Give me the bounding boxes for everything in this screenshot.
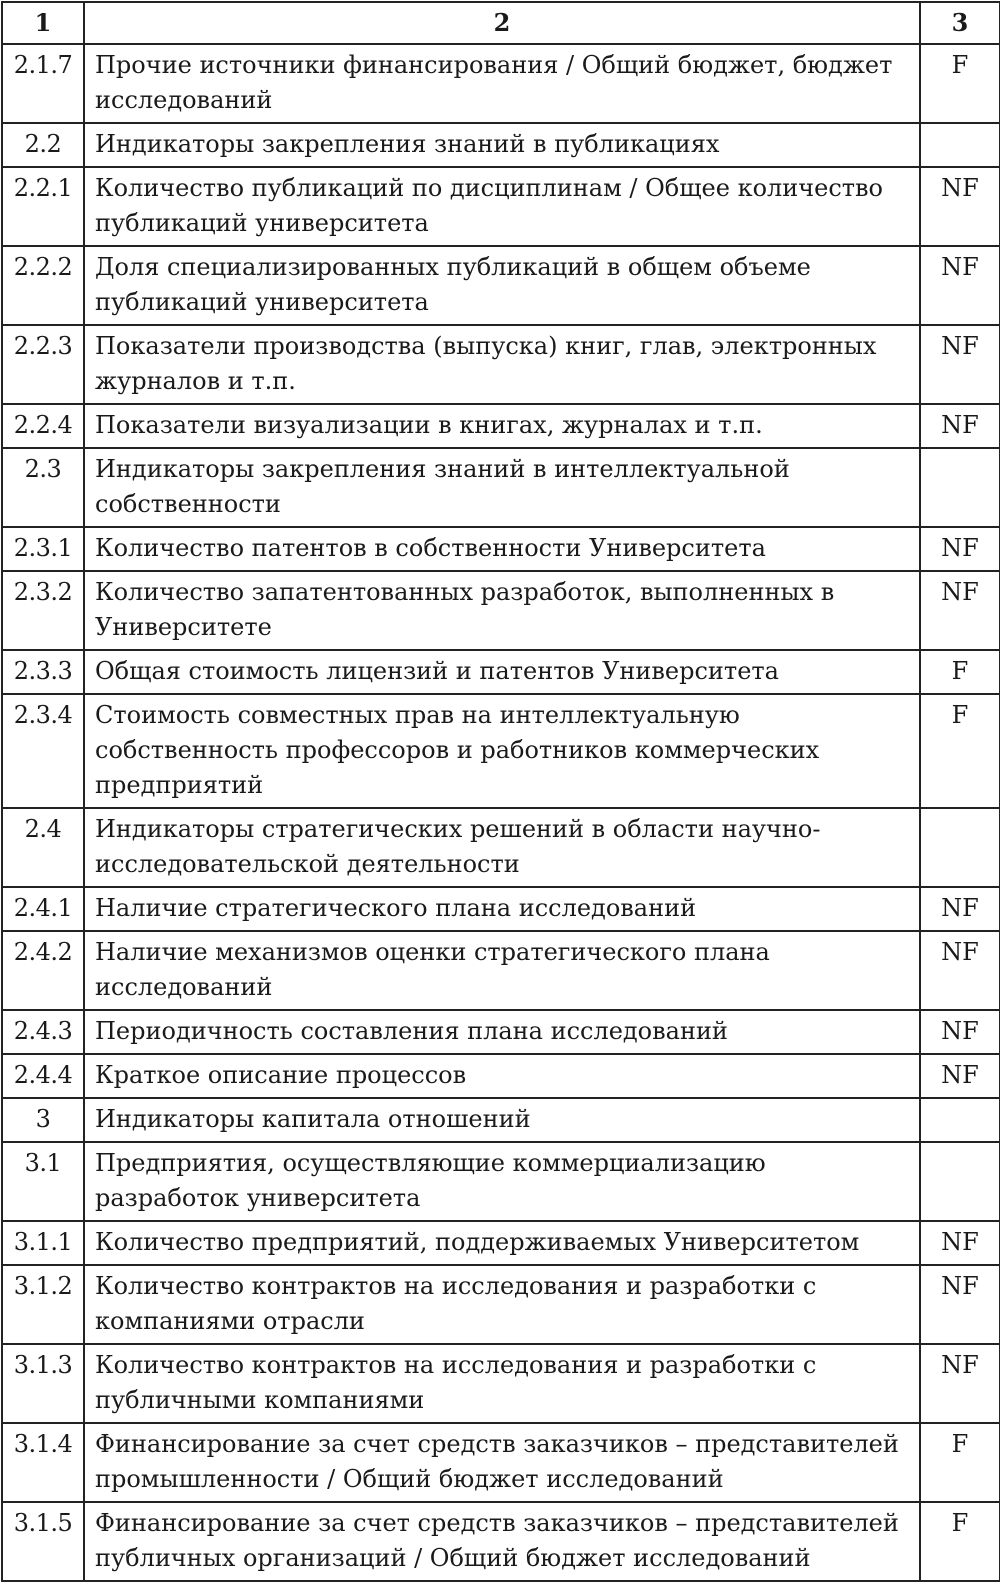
row-description: Наличие стратегического плана исследований xyxy=(84,887,920,931)
header-col-1: 1 xyxy=(2,2,84,44)
table-row xyxy=(2,44,1000,123)
row-type xyxy=(920,448,1000,527)
row-description: Количество публикаций по дисциплинам / Общее количество публикаций университета xyxy=(84,167,920,246)
row-type: NF xyxy=(920,1221,1000,1265)
row-description: Количество контрактов на исследования и разработки с публичными компаниями xyxy=(84,1344,920,1423)
row-code: 2.2.2 xyxy=(2,246,84,325)
row-type: NF xyxy=(920,571,1000,650)
row-description: Показатели производства (выпуска) книг, глав, электронных журналов и т.п. xyxy=(84,325,920,404)
table-row xyxy=(2,571,1000,650)
row-type: F xyxy=(920,694,1000,808)
row-code: 2.3 xyxy=(2,448,84,527)
row-code: 2.2.4 xyxy=(2,404,84,448)
row-code: 2.3.1 xyxy=(2,527,84,571)
row-type: F xyxy=(920,44,1000,123)
row-code: 2.4.3 xyxy=(2,1010,84,1054)
header-col-2: 2 xyxy=(84,2,920,44)
row-type: NF xyxy=(920,1010,1000,1054)
row-description: Стоимость совместных прав на интеллектуальную собственность профессоров и работников коммерческих предприятий xyxy=(84,694,920,808)
row-type: NF xyxy=(920,1344,1000,1423)
row-type xyxy=(920,1142,1000,1221)
table-row xyxy=(2,1502,1000,1581)
table-row xyxy=(2,1423,1000,1502)
row-code: 2.1.7 xyxy=(2,44,84,123)
row-type: NF xyxy=(920,1265,1000,1344)
indicators-table xyxy=(1,1,1000,1582)
row-type: NF xyxy=(920,1054,1000,1098)
row-description: Индикаторы стратегических решений в области научно-исследовательской деятельности xyxy=(84,808,920,887)
row-type xyxy=(920,123,1000,167)
row-code: 2.3.2 xyxy=(2,571,84,650)
row-description: Количество предприятий, поддерживаемых Университетом xyxy=(84,1221,920,1265)
table-body xyxy=(2,44,1000,1581)
row-code: 3.1.4 xyxy=(2,1423,84,1502)
row-description: Количество запатентованных разработок, выполненных в Университете xyxy=(84,571,920,650)
row-description: Доля специализированных публикаций в общем объеме публикаций университета xyxy=(84,246,920,325)
table-row xyxy=(2,1098,1000,1142)
row-description: Наличие механизмов оценки стратегического плана исследований xyxy=(84,931,920,1010)
table-row xyxy=(2,694,1000,808)
row-type: NF xyxy=(920,325,1000,404)
row-description: Количество контрактов на исследования и разработки с компаниями отрасли xyxy=(84,1265,920,1344)
table-row xyxy=(2,527,1000,571)
row-type: NF xyxy=(920,527,1000,571)
row-code: 2.3.3 xyxy=(2,650,84,694)
table-row xyxy=(2,650,1000,694)
row-description: Индикаторы закрепления знаний в интеллектуальной собственности xyxy=(84,448,920,527)
table-row xyxy=(2,1344,1000,1423)
row-type: NF xyxy=(920,404,1000,448)
header-row xyxy=(2,2,1000,44)
row-code: 3.1 xyxy=(2,1142,84,1221)
row-description: Общая стоимость лицензий и патентов Университета xyxy=(84,650,920,694)
row-code: 2.2.3 xyxy=(2,325,84,404)
row-type xyxy=(920,1098,1000,1142)
table-row xyxy=(2,246,1000,325)
row-description: Количество патентов в собственности Университета xyxy=(84,527,920,571)
row-type: NF xyxy=(920,931,1000,1010)
row-type: NF xyxy=(920,167,1000,246)
table-row xyxy=(2,1265,1000,1344)
header-col-3: 3 xyxy=(920,2,1000,44)
table-row xyxy=(2,887,1000,931)
row-type: NF xyxy=(920,246,1000,325)
row-description: Индикаторы капитала отношений xyxy=(84,1098,920,1142)
table-row xyxy=(2,167,1000,246)
table-row xyxy=(2,325,1000,404)
row-code: 3.1.3 xyxy=(2,1344,84,1423)
row-type: NF xyxy=(920,887,1000,931)
row-code: 3.1.5 xyxy=(2,1502,84,1581)
table-row xyxy=(2,1054,1000,1098)
row-description: Показатели визуализации в книгах, журналах и т.п. xyxy=(84,404,920,448)
row-description: Периодичность составления плана исследований xyxy=(84,1010,920,1054)
row-type: F xyxy=(920,1423,1000,1502)
table-row xyxy=(2,808,1000,887)
table-row xyxy=(2,1142,1000,1221)
row-code: 2.4.4 xyxy=(2,1054,84,1098)
row-type: F xyxy=(920,650,1000,694)
table-row xyxy=(2,1221,1000,1265)
row-description: Индикаторы закрепления знаний в публикациях xyxy=(84,123,920,167)
table-row xyxy=(2,1010,1000,1054)
table-row xyxy=(2,448,1000,527)
row-code: 2.2.1 xyxy=(2,167,84,246)
row-code: 3.1.1 xyxy=(2,1221,84,1265)
row-code: 2.4 xyxy=(2,808,84,887)
row-description: Прочие источники финансирования / Общий бюджет, бюджет исследований xyxy=(84,44,920,123)
row-description: Краткое описание процессов xyxy=(84,1054,920,1098)
row-code: 2.2 xyxy=(2,123,84,167)
row-description: Финансирование за счет средств заказчиков – представителей промышленности / Общий бюджет исследований xyxy=(84,1423,920,1502)
row-code: 3.1.2 xyxy=(2,1265,84,1344)
row-type: F xyxy=(920,1502,1000,1581)
row-description: Предприятия, осуществляющие коммерциализацию разработок университета xyxy=(84,1142,920,1221)
row-code: 2.3.4 xyxy=(2,694,84,808)
table-row xyxy=(2,404,1000,448)
table-row xyxy=(2,931,1000,1010)
row-code: 3 xyxy=(2,1098,84,1142)
row-code: 2.4.1 xyxy=(2,887,84,931)
table-row xyxy=(2,123,1000,167)
row-description: Финансирование за счет средств заказчиков – представителей публичных организаций / Общий бюджет исследований xyxy=(84,1502,920,1581)
row-type xyxy=(920,808,1000,887)
row-code: 2.4.2 xyxy=(2,931,84,1010)
